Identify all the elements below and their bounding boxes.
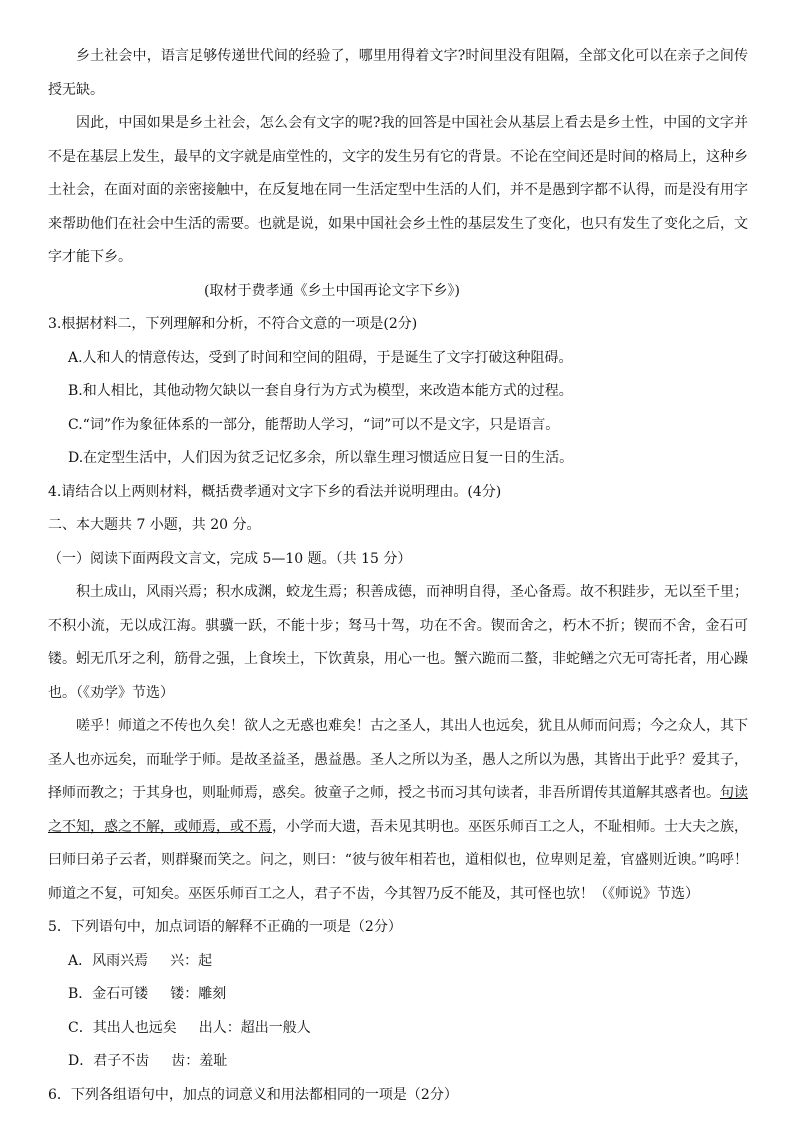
- question-5-stem: 5．下列语句中，加点词语的解释不正确的一项是（2分）: [48, 919, 402, 935]
- exam-page: [48, 40, 748, 1112]
- shishuo-underlined-sentence: 句读之不知，惑之不解，或师焉，或不焉: [48, 785, 748, 835]
- option-text: B．金石可镂: [68, 986, 149, 1002]
- question-5-option-c: [48, 1012, 748, 1046]
- question-5-option-d: [48, 1045, 748, 1079]
- question-3-option-d: D.在定型生活中，人们因为贫乏记忆多余，所以靠生理习惯适应日复一日的生活。: [68, 450, 574, 466]
- shishuo-text-a: 嗟乎！师道之不传也久矣！欲人之无惑也难矣！古之圣人，其出人也远矣，犹且从师而问焉；今之众人，其下圣人也亦远矣，而耻学于师。是故圣益圣，愚益愚。圣人之所以为圣，愚人之所以为愚，其皆出于此乎？爱其子，择师而教之；于其身也，则耻师焉，惑矣。彼童子之师，授之书而习其句读者，非吾所谓传其道解其惑者也。: [48, 718, 748, 801]
- option-gloss: 兴：起: [170, 952, 213, 969]
- shishuo-passage: [48, 710, 748, 911]
- option-text: C．其出人也远矣: [68, 1019, 177, 1036]
- option-gloss: 镂：雕刻: [170, 986, 227, 1002]
- section-2-subheading: （一）阅读下面两段文言文，完成 5—10 题。（共 15 分）: [48, 550, 412, 567]
- option-gloss: 齿：羞耻: [171, 1053, 228, 1069]
- option-text: D．君子不齿: [68, 1053, 150, 1069]
- question-3-option-b: B.和人相比，其他动物欠缺以一套自身行为方式为模型，来改造本能方式的过程。: [68, 383, 573, 399]
- question-4-stem: 4.请结合以上两则材料，概括费孝通对文字下乡的看法并说明理由。(4分): [48, 483, 502, 500]
- passage-source: (取材于费孝通《乡土中国再论文字下乡》): [204, 282, 460, 299]
- question-6-stem: 6．下列各组语句中，加点的词意义和用法都相同的一项是（2分）: [48, 1086, 458, 1103]
- option-text: A．风雨兴焉: [68, 952, 149, 969]
- quanxue-passage: 积土成山，风雨兴焉；积水成渊，蛟龙生焉；积善成德，而神明自得，圣心备焉。故不积跬步，无以至千里；不积小流，无以成江海。骐骥一跃，不能十步；驽马十驾，功在不舍。锲而舍之，朽木不折；锲而不舍，金石可镂。蚓无爪牙之利，筋骨之强，上食埃土，下饮黄泉，用心一也。蟹六跪而二螯，非蛇鳝之穴无可寄托者，用心躁也。（《劝学》节选）: [48, 584, 748, 701]
- shishuo-text-b: ，小学而大遗，吾未见其明也。巫医乐师百工之人，不耻相师。士大夫之族，曰师曰弟子云者，则群聚而笑之。问之，则曰：“彼与彼年相若也，道相似也，位卑则足羞，官盛则近谀。”呜呼！师道之不复，可知矣。巫医乐师百工之人，君子不齿，今其智乃反不能及，其可怪也欤！（《师说》节选）: [48, 818, 748, 902]
- passage-paragraph-1: 乡土社会中，语言足够传递世代间的经验了，哪里用得着文字?时间里没有阻隔，全部文化可以在亲子之间传授无缺。: [48, 48, 748, 98]
- question-5-option-b: [48, 978, 748, 1012]
- question-3-stem: 3.根据材料二，下列理解和分析，不符合文意的一项是(2分): [48, 316, 418, 332]
- question-3-option-a: A.人和人的情意传达，受到了时间和空间的阻碍，于是诞生了文字打破这种阻碍。: [68, 349, 573, 366]
- passage-paragraph-2: 因此，中国如果是乡土社会，怎么会有文字的呢?我的回答是中国社会从基层上看去是乡土性，中国的文字并不是在基层上发生，最早的文字就是庙堂性的，文字的发生另有它的背景。不论在空间还是时间的格局上，这种乡土社会，在面对面的亲密接触中，在反复地在同一生活定型中生活的人们，并不是愚到字都不认得，而是没有用字来帮助他们在社会中生活的需要。也就是说，如果中国社会乡土性的基层发生了变化，也只有发生了变化之后，文字才能下乡。: [48, 115, 748, 265]
- section-2-heading: 二、本大题共 7 小题，共 20 分。: [48, 517, 261, 533]
- question-5-option-a: [48, 945, 748, 979]
- question-3-option-c: C.“词”作为象征体系的一部分，能帮助人学习，“词”可以不是文字，只是语言。: [68, 416, 560, 433]
- option-gloss: 出人：超出一般人: [198, 1019, 311, 1036]
